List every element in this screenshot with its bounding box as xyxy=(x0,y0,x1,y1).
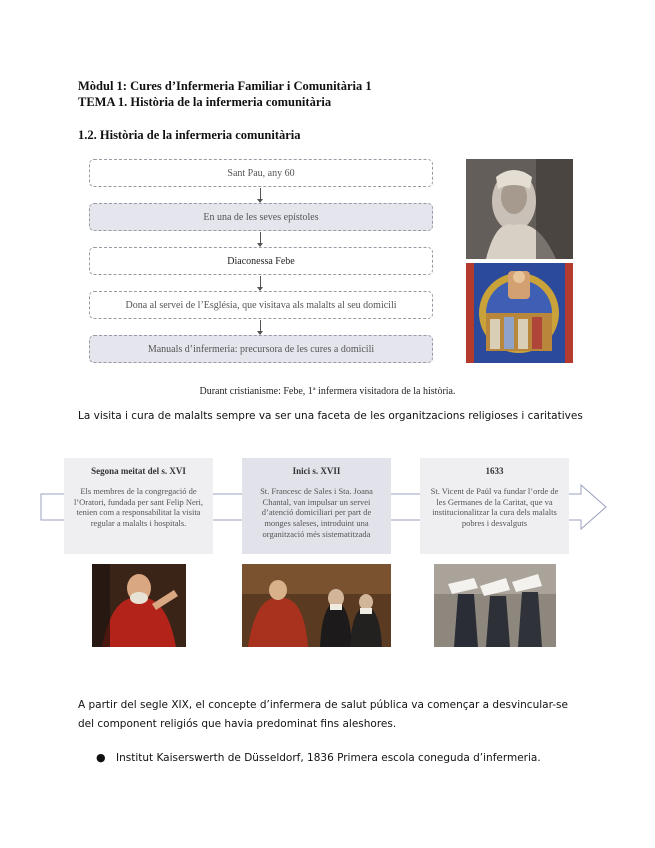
timeline-item-text: St. Vicent de Paül va fundar l’orde de les Germanes de la Caritat, que va institucionalitzar la cura dels malalts pobres i desvalguts xyxy=(430,486,559,528)
section-heading: 1.2. Història de la infermeria comunitària xyxy=(78,128,301,142)
flow-connector xyxy=(260,320,261,334)
timeline-item xyxy=(242,458,391,554)
bullet-icon: ● xyxy=(96,751,106,764)
timeline-item-title: Segona meitat del s. XVI xyxy=(91,466,186,476)
saint-philip-neri-painting xyxy=(92,564,186,647)
phoebe-statue-image xyxy=(466,159,573,259)
module-title: Mòdul 1: Cures d’Infermeria Familiar i Comunitària 1 xyxy=(78,79,372,93)
timeline-item xyxy=(64,458,213,554)
timeline-item-text: St. Francesc de Sales i Sta. Joana Chantal, van impulsar un servei d’atenció domiciliari per part de monges saleses, introduint una organització més sistematitzada xyxy=(260,486,373,539)
timeline-item-title: Inici s. XVII xyxy=(292,466,341,476)
flow-step-1: Sant Pau, any 60 xyxy=(89,159,433,187)
bullet-item: Institut Kaiserswerth de Düsseldorf, 1836 Primera escola coneguda d’infermeria. xyxy=(116,752,541,764)
flow-step-4: Dona al servei de l’Església, que visitava als malalts al seu domicili xyxy=(89,291,433,319)
timeline-item-title: 1633 xyxy=(485,466,504,476)
flow-step-2: En una de les seves epístoles xyxy=(89,203,433,231)
francis-de-sales-painting xyxy=(242,564,391,647)
timeline-item xyxy=(420,458,569,554)
flow-connector xyxy=(260,232,261,246)
flow-step-3: Diaconessa Febe xyxy=(89,247,433,275)
daughters-of-charity-photo xyxy=(434,564,556,647)
timeline-item-text: Els membres de la congregació de l’Oratori, fundada per sant Felip Neri, tenien com a responsabilitat la visita regular a malalts i hospitals. xyxy=(73,486,204,528)
closing-paragraph: A partir del segle XIX, el concepte d’infermera de salut pública va començar a desvincular-se del component religiós que havia predominat fins aleshores. xyxy=(78,699,568,730)
medieval-manuscript-image xyxy=(466,263,573,363)
topic-title: TEMA 1. Història de la infermeria comunitària xyxy=(78,95,332,109)
flow-connector xyxy=(260,276,261,290)
flow-connector xyxy=(260,188,261,202)
flow-step-5: Manuals d’infermeria: precursora de les cures a domicili xyxy=(89,335,433,363)
intro-paragraph: La visita i cura de malalts sempre va ser una faceta de les organitzacions religioses i caritatives xyxy=(78,410,583,422)
figure-caption: Durant cristianisme: Febe, 1ª infermera visitadora de la història. xyxy=(199,386,456,397)
